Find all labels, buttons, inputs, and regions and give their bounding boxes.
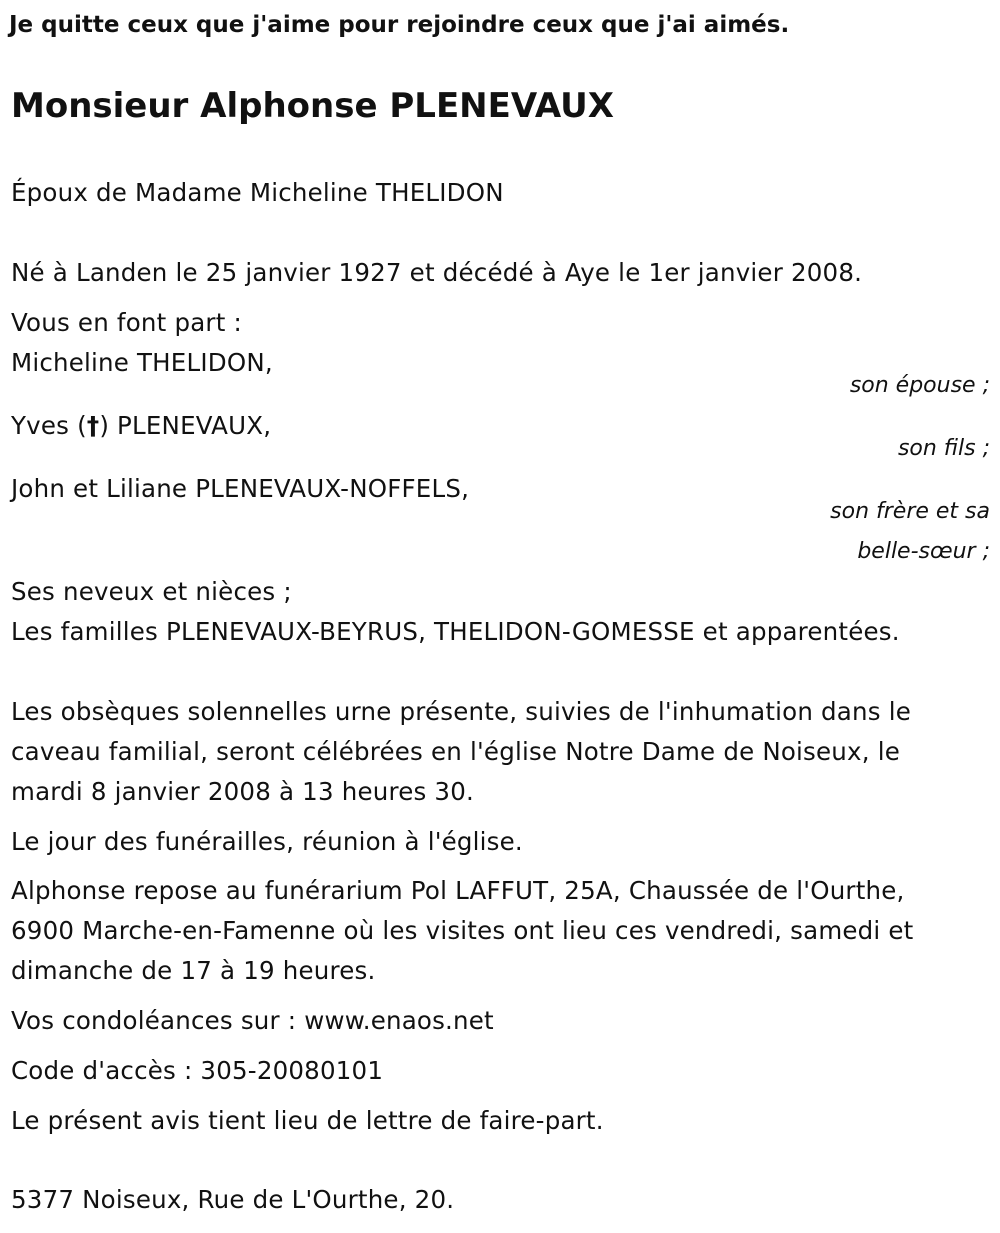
epigraph: Je quitte ceux que j'aime pour rejoindre ceux que j'ai aimés. bbox=[9, 12, 790, 38]
funeral-line: Les obsèques solennelles urne présente, suivies de l'inhumation dans le bbox=[11, 697, 911, 726]
visitation-line: dimanche de 17 à 19 heures. bbox=[11, 956, 376, 985]
family-member-name: Micheline THELIDON, bbox=[11, 348, 273, 377]
funeral-line: mardi 8 janvier 2008 à 13 heures 30. bbox=[11, 777, 474, 806]
birth-death-line: Né à Landen le 25 janvier 1927 et décédé à Aye le 1er janvier 2008. bbox=[11, 258, 863, 287]
address-line: 5377 Noiseux, Rue de L'Ourthe, 20. bbox=[11, 1185, 455, 1214]
name-suffix: ) PLENEVAUX, bbox=[99, 411, 272, 440]
funeral-line: caveau familial, seront célébrées en l'église Notre Dame de Noiseux, le bbox=[11, 737, 900, 766]
family-member-relation-line2: belle-sœur ; bbox=[857, 539, 990, 564]
families-line: Les familles PLENEVAUX-BEYRUS, THELIDON-GOMESSE et apparentées. bbox=[11, 617, 900, 646]
notice-line: Le présent avis tient lieu de lettre de faire-part. bbox=[11, 1106, 604, 1135]
family-member-name: John et Liliane PLENEVAUX-NOFFELS, bbox=[11, 474, 470, 503]
access-code-line: Code d'accès : 305-20080101 bbox=[11, 1056, 384, 1085]
family-member-name bbox=[11, 411, 271, 441]
nephews-line: Ses neveux et nièces ; bbox=[11, 577, 292, 606]
family-member-relation: son épouse ; bbox=[849, 373, 990, 398]
condolences-line: Vos condoléances sur : www.enaos.net bbox=[11, 1006, 494, 1035]
cross-icon: † bbox=[86, 411, 100, 440]
announcement-intro: Vous en font part : bbox=[11, 308, 242, 337]
reunion-line: Le jour des funérailles, réunion à l'église. bbox=[11, 827, 523, 856]
visitation-line: Alphonse repose au funérarium Pol LAFFUT, 25A, Chaussée de l'Ourthe, bbox=[11, 876, 905, 905]
family-member-relation: son fils ; bbox=[897, 436, 990, 461]
family-member-relation-line1: son frère et sa bbox=[830, 499, 990, 524]
deceased-name: Monsieur Alphonse PLENEVAUX bbox=[11, 86, 614, 126]
spouse-line: Époux de Madame Micheline THELIDON bbox=[11, 178, 504, 207]
name-prefix: Yves ( bbox=[11, 411, 87, 440]
visitation-line: 6900 Marche-en-Famenne où les visites ont lieu ces vendredi, samedi et bbox=[11, 916, 914, 945]
